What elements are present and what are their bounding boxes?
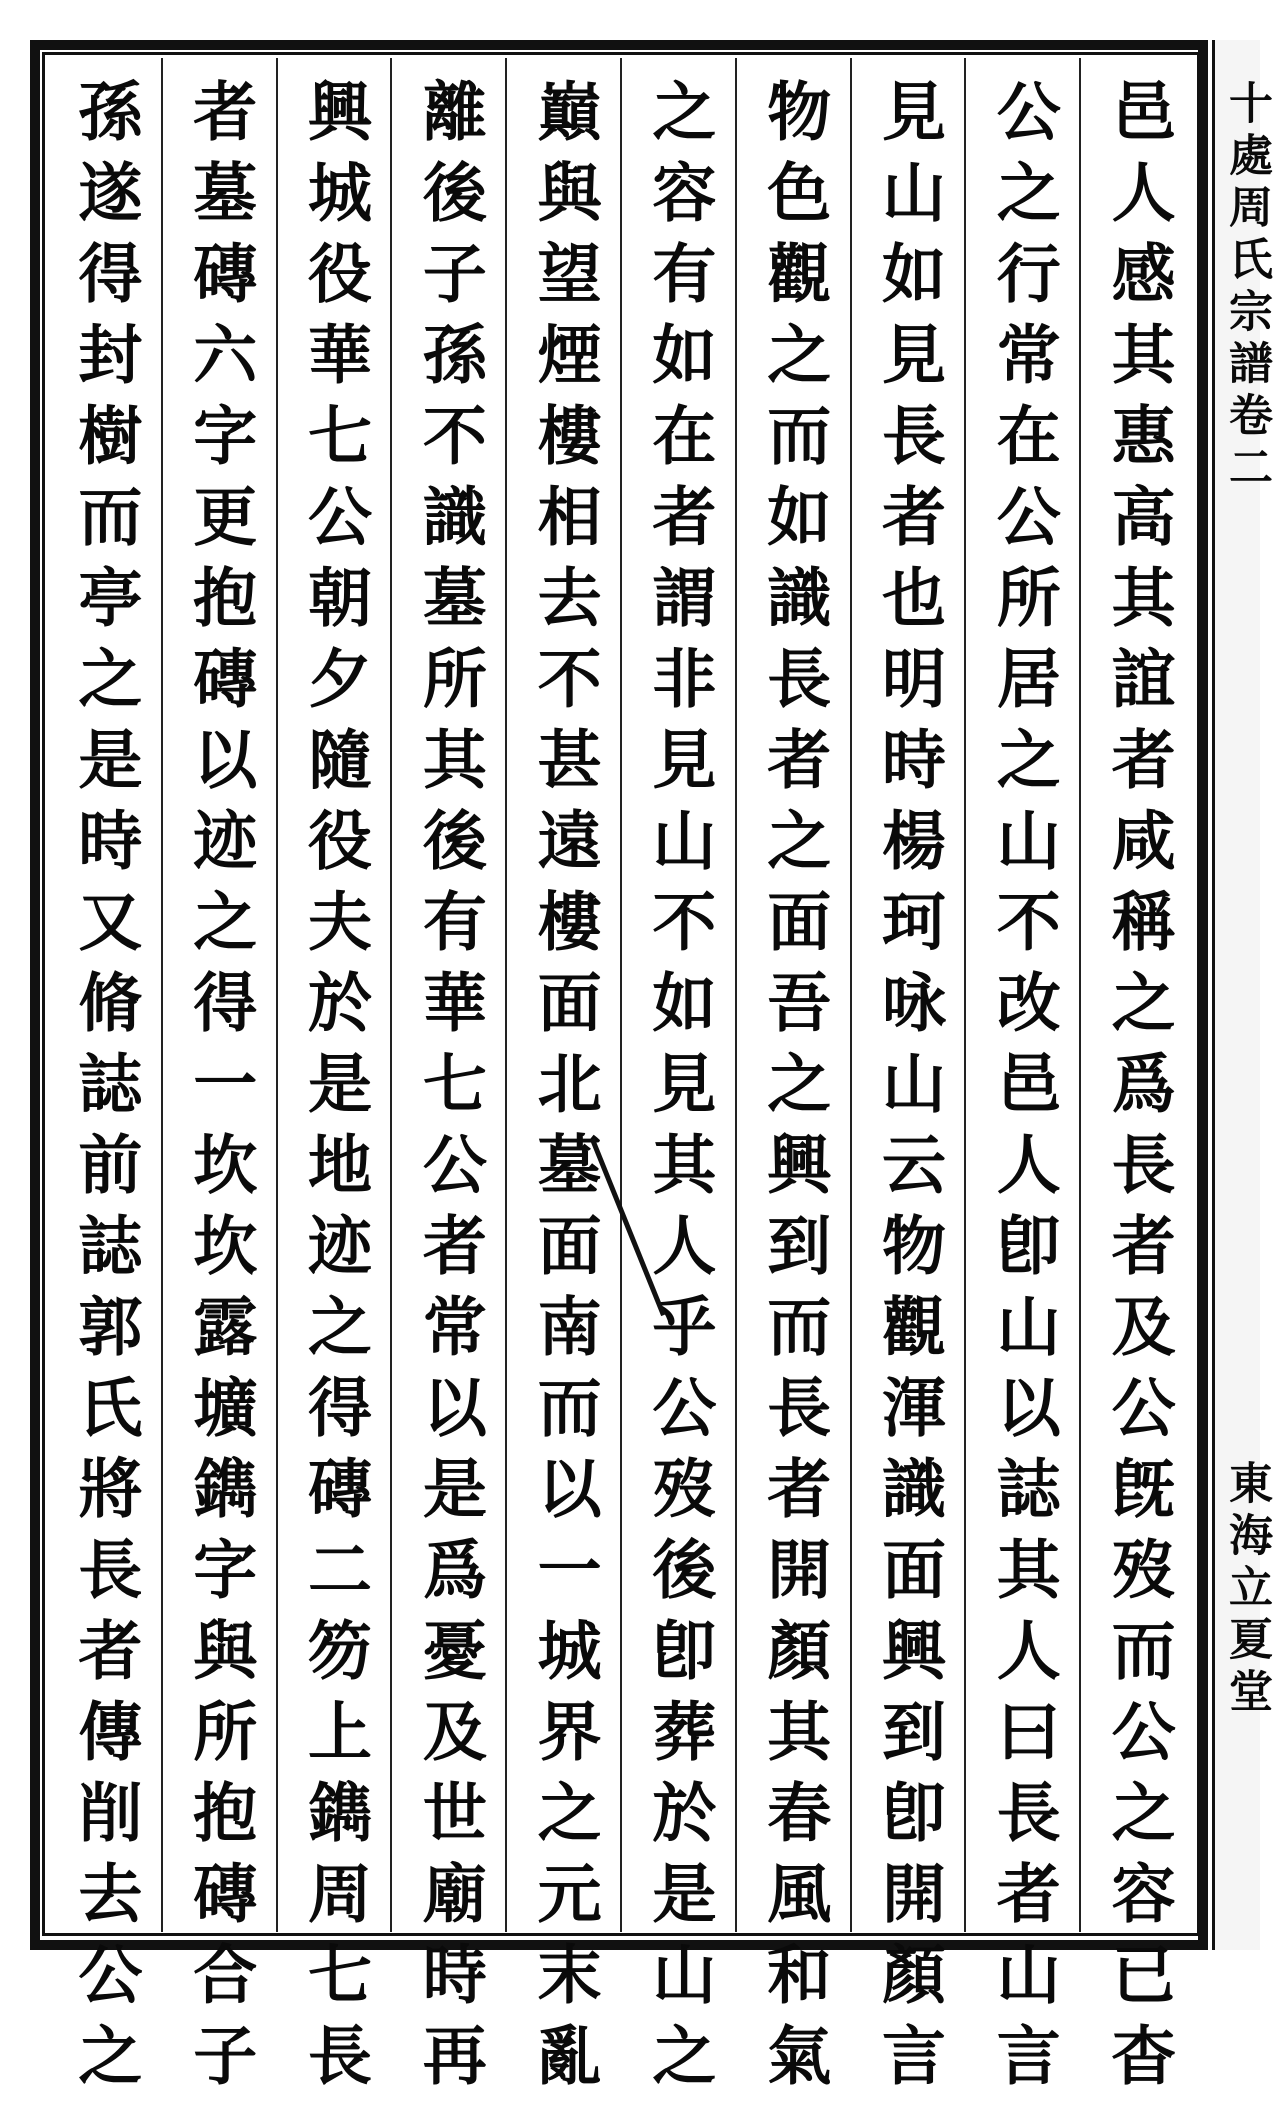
column-text: 物色觀之而如識長者之面吾之興到而長者開顏其春風和氣 (756, 78, 832, 2103)
text-column-5 (620, 58, 735, 2103)
text-column-3 (850, 58, 965, 2103)
text-column-8 (276, 58, 391, 2103)
column-text: 者墓磚六字更抱磚以迹之得一坎坎露壙鐫字與所抱磚合子 (182, 78, 258, 2103)
text-column-4 (735, 58, 850, 2103)
running-title (1214, 80, 1278, 496)
column-text: 公之行常在公所居之山不改邑人卽山以誌其人曰長者山言 (985, 78, 1061, 2103)
column-text: 離後子孫不識墓所其後有華七公者常以是爲憂及世廟時再 (411, 78, 487, 2103)
text-column-7 (390, 58, 505, 2103)
text-column-1 (1079, 58, 1194, 2103)
column-text: 巔與望煙樓相去不甚遠樓面北墓面南而以一城界之元末亂 (526, 78, 602, 2103)
running-title-text: 十處周氏宗譜 (1221, 80, 1272, 392)
volume-label: 卷二 (1221, 392, 1272, 496)
column-text: 之容有如在者謂非見山不如見其人乎公歿後卽葬於是山之 (641, 78, 717, 2103)
text-column-6 (505, 58, 620, 2103)
hall-mark: 東海立夏堂 (1221, 1460, 1272, 1720)
column-text: 見山如見長者也明時楊珂咏山云物觀渾識面興到卽開顏言 (871, 78, 946, 2103)
text-column-10 (48, 58, 161, 2103)
column-text: 孫遂得封樹而亭之是時又脩誌前誌郭氏將長者傳削去公之 (67, 78, 143, 2103)
column-text: 興城役華七公朝夕隨役夫於是地迹之得磚二笏上鐫周七長 (297, 78, 373, 2103)
text-columns (48, 58, 1194, 2103)
column-text: 邑人感其惠高其誼者咸稱之爲長者及公旣歿而公之容已杳 (1100, 78, 1176, 2103)
text-column-2 (964, 58, 1079, 2103)
text-column-9 (161, 58, 276, 2103)
